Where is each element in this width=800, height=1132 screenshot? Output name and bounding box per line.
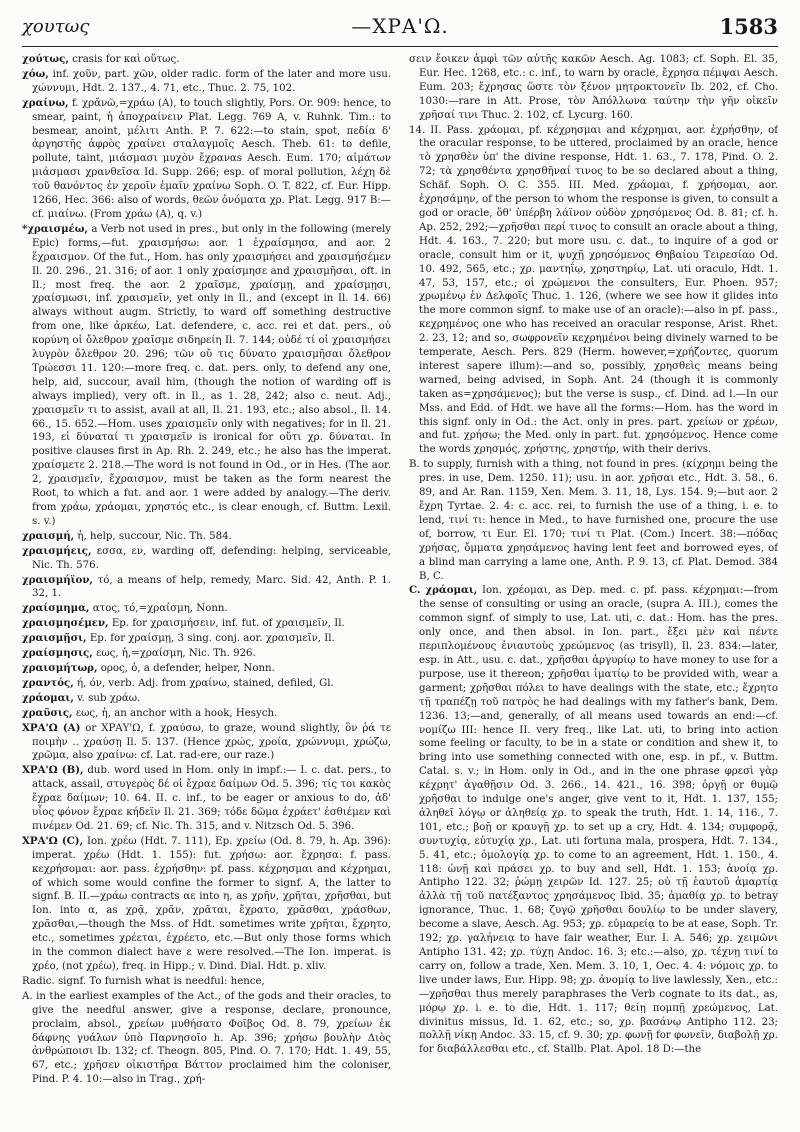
page-number: 1583 [719,14,778,39]
dictionary-entry [22,662,391,676]
entry-text: f. χρᾰνῶ,=χράω (A), to touch slightly, Pors. Or. 909: hence, to smear, paint, ἡ ἀποχραίνειν Plat. Legg. 769 A, v. Ruhnk. Tim.: to besmear, anoint, μέλιτι Anth. P. 7. 622:—to stain, spot, πεδία δ' ἀργηστῆς ἀφρὸς χραίνει σταλαγμοῖς Aesch. Theb. 61: to defile, pollute, taint, μιάσμασι μυχὸν ἔχραναs Aesch. Eum. 170; αἱμάτων μιάσμασι χρανθεῖσα Id. Supp. 266; esp. of moral pollution, λέχη δὲ τοῦ θανόντος ἐν χεροῖν ἐμαῖν χραίνω Soph. O. T. 822, cf. Eur. Hipp. 1266, Hec. 366: also of words, θεῶν ὀνόματα χρ. Plat. Legg. 917 B:—cf. μιαίνω. (From χράω (A), q. v.) [32,97,391,220]
entry-text: inf. χοῦν, part. χῶν, older radic. form of the later and more usu. χώννυμι, Hdt. 2. 137., 4. 71, etc., Thuc. 2. 75, 102. [32,68,391,94]
dictionary-entry [22,602,391,616]
entry-text: 14. II. Pass. χράομαι, pf. κέχρησμαι and κέχρημαι, aor. ἐχρήσθην, of the oracular response, to be uttered, proclaimed by an oracle, hence τὸ χρησθὲν ὑπ' the divine response, Hdt. 1. 63., 7. 178, Pind. O. 2. 72; τὰ χρησθέντα χρησθῆναί τινος to be so declared about a thing, Schäf. Soph. O. C. 355. III. Med. χράομαι, f. χρήσομαι, aor. ἐχρησάμην, of the person to whom the response is given, to consult a god or oracle, ὅθ' ὑπέρβη λάϊνον οὐδὸν χρησόμενος Od. 8. 81; cf. h. Ap. 252, 292;—χρῆσθαι περί τινος to consult an oracle about a thing, Hdt. 4. 163., 7. 220; but more usu. c. dat., to inquire of a god or oracle, consult him or it, ψυχῇ χρησόμενος Θηβαίου Τειρεσίαο Od. 10. 492, 565, etc.; χρ. μαντηΐῳ, χρηστηρίῳ, Lat. uti oraculo, Hdt. 1. 47, 53, 157, etc.; οἱ χρώμενοι the consulters, Eur. Phoen. 957; χρωμένῳ ἐν Δελφοῖς Thuc. 1. 126, (where we see how it glides into the more common signf. to make use of an oracle):—also in pf. pass., κεχρημένος one who has received an oracular response, Arist. Rhet. 2. 23, 12; and so, σωφρονεῖν κεχρημένοι being divinely warned to be temperate, Aesch. Pers. 829 (Herm. however,=χρήζοντες, quorum interest sapere illum):—and so, possibly, χρησθεὶς means being warned, being advised, in Soph. Ant. 24 (though it is commonly taken as=χρησάμενος); but the verse is susp., cf. Dind. ad l.—In our Mss. and Edd. of Hdt. we have all the forms:—Hom. has the word in this signf. only in Od.: the Act. only in pres. part. χρείων or χρέων, and fut. χρήσω; the Med. only in part. fut. χρησόμενος. Hence come the words χρησμός, χρήστης, χρηστήρ, with their derivs. [409,124,778,456]
dictionary-entry [22,68,391,96]
entry-text: εως, ἡ,=χραίσμη, Nic. Th. 926. [96,648,256,660]
dictionary-entry [22,632,391,646]
entry-headword: χραῦσις, [22,706,73,719]
page-header [22,12,778,47]
dictionary-entry [22,617,391,631]
two-column-body [22,53,778,1123]
dictionary-entry [22,707,391,721]
entry-text: Ep. for χραισμήσειν, inf. fut. of χραισμεῖν, Il. [111,618,345,630]
dictionary-entry [22,722,391,764]
dictionary-entry [22,530,391,544]
entry-headword: χραίσμησις, [22,647,93,660]
left-column [22,53,391,1123]
dictionary-entry [409,124,778,458]
entry-headword: χραισμῇσι, [22,632,87,645]
dictionary-entry [409,458,778,583]
dictionary-entry [22,835,391,974]
entry-text: dub. word used in Hom. only in impf.:— I. c. dat. pers., to attack, assail, στυγερὸς δέ οἱ ἔχραε δαίμων Od. 5. 396; τίς τοι κακὸς ἔχραε δαίμων; 10. 64. II. c. inf., to be eager or anxious to do, ἀδ' υἷος φόνον ἔχραε κήδεϊν Il. 21. 369; τόδε δῶμα ἐχράετ' ἐσθιέμεν καὶ πινέμεν Od. 21. 69; cf. Nic. Th. 315, and v. Nitzsch Od. 5. 396. [32,765,391,832]
entry-headword: χούτως, [22,53,69,65]
entry-text: Ep. for χραίσμῃ, 3 sing. conj. aor. χραισμεῖν, Il. [89,633,335,645]
entry-text: A. in the earliest examples of the Act., of the gods and their oracles, to give the needful answer, give a response, declare, pronounce, proclaim, absol., χρείων μυθήσατο Φοῖβος Od. 8. 79, χρείων ἐκ δάφνης γυάλων ὑπὸ Παρνησοῖο h. Ap. 396; χρήσω βουλὴν Διὸς ἀνθρώποισι Ib. 132; cf. Theogn. 805, Pind. O. 7. 170; Hdt. 1. 49, 55, 67, etc.; χρῆσεν οἰκιστῆρα Βάττον proclaimed him the coloniser, Pind. P. 4. 10:—also in Trag., χρή- [22,990,391,1086]
entry-headword: ΧΡΑ'Ω (C), [22,834,84,847]
dictionary-entry [409,584,778,1057]
entry-headword: χραισμή, [22,529,75,542]
entry-text: τό, a means of help, remedy, Marc. Sid. 42, Anth. P. 1. 32, 1. [32,574,391,600]
entry-headword: χράομαι, [22,691,74,704]
entry-headword: χραντός, [22,676,74,689]
entry-text: v. sub χράω. [77,692,141,704]
entry-headword: ΧΡΑ'Ω (A) [22,721,81,734]
dictionary-entry [22,97,391,222]
entry-text: crasis for καὶ οὕτως. [72,54,180,65]
dictionary-entry [22,764,391,834]
running-head-center: —ΧΡΑ'Ω. [351,14,449,38]
right-column [409,53,778,1123]
entry-headword: ΧΡΑ'Ω (B), [22,764,84,777]
entry-headword: χραίσμημα, [22,602,90,615]
entry-text: εσσα, εν, warding off, defending: helping, serviceable, Nic. Th. 576. [32,545,391,571]
entry-text: σειν ἔοικεν ἀμφὶ τῶν αὐτῆς κακῶν Aesch. Ag. 1083; cf. Soph. El. 35, Eur. Hec. 1268, etc.: c. inf., to warn by oracle, ἔχρησα πέμψαι Aesch. Eum. 203; ἔχρησας ὥστε τὸν ξένον μητροκτονεῖν Ib. 202, cf. Cho. 1030:—rare in Att. Prose, τὸν Ἀπόλλωνα ταύτην τὴν γῆν οἰκεῖν χρῆσαί τινι Thuc. 2. 102, cf. Lycurg. 160. [409,54,778,121]
entry-text: εως, ἡ, an anchor with a hook, Hesych. [75,707,278,719]
dictionary-entry [22,574,391,602]
entry-headword: χραισμησέμεν, [22,617,109,630]
entry-text: or ΧΡΑΥ'Ω, f. χραύσω, to graze, wound slightly, ὃν ῥά τε ποιμὴν .. χραύσῃ Il. 5. 137. (Hence χρώς, χροία, χρώννυμι, χρώζω, χρῶμα, also χραίνω: cf. Lat. rad-ere, our raze.) [32,722,391,762]
entry-headword: χραίνω, [22,96,69,109]
entry-headword: χραισμήϊον, [22,573,93,586]
dictionary-entry [22,223,391,529]
dictionary-entry [409,53,778,123]
dictionary-entry [22,677,391,691]
entry-text: ορος, ὁ, a defender, helper, Nonn. [100,662,275,674]
entry-text: Radic. signf. To furnish what is needful: hence, [22,975,265,987]
entry-text: Ion. χρέω (Hdt. 7. 111), Ep. χρείω (Od. 8. 79, h. Ap. 396): imperat. χρέω (Hdt. 1. 155): fut. χρήσω: aor. ἔχρησα: f. pass. κεχρήσομαι: aor. pass. ἐχρήσθην: pf. pass. κέχρησμαι and κέχρημαι, of which some would confine the former to signf. A, the latter to signf. B. II.—χράω contracts αε into η, as χρῆν, χρῆται, χρῆσθαι, but Ion. into α, as χρᾷ, χρᾶν, χρᾶται, ἔχρατο, χρᾶσθαι, χράσθων, χρᾶσθαι,—though the Mss. of Hdt. sometimes write χρῆται, ἔχρητο, etc., sometimes χρέεται, ἐχρέετο, etc.—But only those forms which in the common dialect have ε were resolved.—The Ion. imperat. is χρέο, (not χρέω), freq. in Hipp.; v. Dind. Dial. Hdt. p. xliv. [32,835,391,972]
entry-headword: C. χράομαι, [409,584,478,597]
entry-text: a Verb not used in pres., but only in the following (merely Epic) forms,—fut. χραισμήσω: aor. 1 ἐχραίσμησα, and aor. 2 ἔχραισμον. Of the fut., Hom. has only χραισμήσει and χραισμήσέμεν Il. 20. 296., 21. 316; of aor. 1 only χραίσμησε and χραισμῆσαι, oft. in Il.; most freq. the aor. 2 χραῖσμε, χραίσμῃ, and χραίσμῃσι, χραίσμωσι, inf. χραισμεῖν, yet only in Il., and (except in Il. 14. 66) always without augm. Strictly, to ward off something destructive from one, like ἀρκέω, Lat. defendere, c. acc. rei et dat. pers., οὐ κορύνη οἱ ὄλεθρον χραῖσμε σιδηρείη Il. 7. 144; οὐδέ τί οἱ χραισμήσει λυγρὸν ὄλεθρον 20. 296; τῶν οὔ τις δύνατο χραισμῆσαι ὄλεθρον Τρώεσσι 11. 120:—more freq. c. dat. pers. only, to defend any one, help, aid, succour, avail him, (though the notion of warding off is always implied), very oft. in Il., as 1. 28, 242; also c. neut. Adj., χραισμεῖν τι to assist, avail at all, Il. 21. 193, etc.; also absol., Il. 14. 66., 15. 652.—Hom. uses χραισμεῖν only with negatives; for in Il. 21. 193, εἰ δύναταί τι χραισμεῖν is ironical for οὔτι χρ. δύναται. In positive clauses first in Ap. Rh. 2. 249, etc.; he also has the imperat. χραίσμετε 2. 218.—The word is not found in Od., or in Hes. (The aor. 2, χραισμεῖν, ἔχραισμον, must be taken as the form nearest the Root, to which a fut. and aor. 1 were added by analogy.—The deriv. from χράω, χράομαι, χρηστός etc., is clear enough, cf. Buttm. Lexil. s. v.) [32,223,391,527]
entry-headword: *χραισμέω, [22,222,88,235]
dictionary-entry [22,53,391,67]
entry-text: Ion. χρέομαι, as Dep. med. c. pf. pass. κέχρημαι:—from the sense of consulting or using an oracle, (supra A. III.), comes the common signf. of simply to use, Lat. uti, c. dat.: Hom. has the pres. only once, and then absol. in Ion. part., ἔξει μὲν καὶ πέντε περιπλομένους ἐνιαυτοὺς χρεώμενος (as trisyll), Il. 23. 834:—later, esp. in Att., usu. c. dat., χρῆσθαι ἀργυρίῳ to have money to use for a purpose, use it thereon; χρῆσθαι ἱματίῳ to be provided with, wear a garment; χρῆσθαι πόλει to have dealings with the state, etc.; ἔχρητο τῇ τραπέζῃ τοῦ πατρὸς he had dealings with my father's bank, Dem. 1236. 13;—and, generally, of all means used towards an end:—cf. νομίζω III: hence II. very freq., like Lat. uti, to bring into action some feeling or faculty, to be in a state or condition and shew it, to bring into use something connected with one, esp. in pf., v. Buttm. Catal. s. v.; in Hom. only in Od., and in the one phrase φρεσὶ γὰρ κέχρητ' ἀγαθῇσιν Od. 3. 266., 14. 421., 16. 398; ὀργῇ or θυμῷ χρῆσθαι to indulge one's anger, give vent to it, Hdt. 1. 137, 155; ἀληθεῖ λόγῳ or ἀληθείᾳ χρ. to speak the truth, Hdt. 1. 14, 116., 7. 101, etc.; βοῇ or κραυγῇ χρ. to set up a cry, Hdt. 4. 134; συμφορᾷ, συντυχίᾳ, εὐτυχίᾳ χρ., Lat. uti fortuna mala, prospera, Hdt. 7. 134., 5. 41, etc.; ὁμολογίᾳ χρ. to come to an agreement, Hdt. 1. 150., 4. 118: ὠνῇ καὶ πράσει χρ. to buy and sell, Hdt. 1. 153; ἀνοίᾳ χρ. Antipho 122. 32; ῥώμῃ χειρῶν Id. 127. 25; οὐ τῇ ἑαυτοῦ ἁμαρτίᾳ ἀλλὰ τῇ τοῦ πατέξαντος χρησάμενος Ibid. 35; ἀμαθίᾳ χρ. to betray ignorance, Thuc. 1. 68; ζυγῷ χρῆσθαι δουλίῳ to be under slavery, become a slave, Aesch. Ag. 953; χρ. εὐμαρείᾳ to be at ease, Soph. Tr. 192; χρ. γαλήνειᾳ to have fair weather, Eur. I. A. 546; χρ. χειμῶνι Antipho 131. 42; χρ. τύχῃ Andoc. 16. 3; etc.:—also, χρ. τέχνῃ τινί to carry on, follow a trade, Xen. Mem. 3. 10, 1, Oec. 4. 4: νόμοις χρ. to live under laws, Eur. Hipp. 98; χρ. ἀνομίᾳ to live lawlessly, Xen., etc.:—χρῆσθαι thus merely paraphrases the Verb cognate to its dat., as, μόρῳ χρ. i. e. to die, Hdt. 1. 117; θείῃ πομπῇ χρεώμενος, Lat. divinitus missus, Id. 1. 62, etc.; so, χρ. βασάνῳ Antipho 112. 23; πολλῇ νίκῃ Andoc. 33. 15, cf. 9. 30; χρ. φωνῇ for φωνεῖν, διαβολῇ χρ. for διαβάλλεσθαι etc., cf. Stallb. Plat. Apol. 18 D:—the [419,585,778,1056]
entry-text: ή, όν, verb. Adj. from χραίνω, stained, defiled, Gl. [77,677,334,689]
entry-text: ἡ, help, succour, Nic. Th. 584. [77,530,232,542]
entry-text: B. to supply, furnish with a thing, not found in pres. (κίχρημι being the pres. in use, Dem. 1250. 11); usu. in aor. χρῆσαι etc., Hdt. 3. 58., 6. 89, and Ar. Ran. 1159, Xen. Mem. 3. 11, 18, Lys. 154. 9;—but aor. 2 ἔχρη Tyrtae. 2. 4: c. acc. rei, to furnish the use of a thing, i. e. to lend, τινί τι: hence in Med., to have furnished one, procure the use of, borrow, τι Eur. El. 170; τινί τι Plat. (Com.) Incert. 38:—πόδας χρήσας, ὄμματα χρησάμενος having lent feet and borrowed eyes, of a blind man carrying a lame one, Anth. P. 9. 13, cf. Plat. Demod. 384 B, C. [409,459,778,582]
dictionary-entry [22,975,391,989]
entry-text: ατος, τό,=χραίσμη, Nonn. [92,603,228,615]
entry-headword: χραισμήεις, [22,544,92,557]
dictionary-entry [22,990,391,1087]
entry-headword: χραισμήτωρ, [22,661,98,674]
dictionary-entry [22,545,391,573]
entry-headword: χόω, [22,67,49,80]
dictionary-entry [22,647,391,661]
dictionary-entry [22,692,391,706]
running-head-left: χουτως [22,16,90,37]
